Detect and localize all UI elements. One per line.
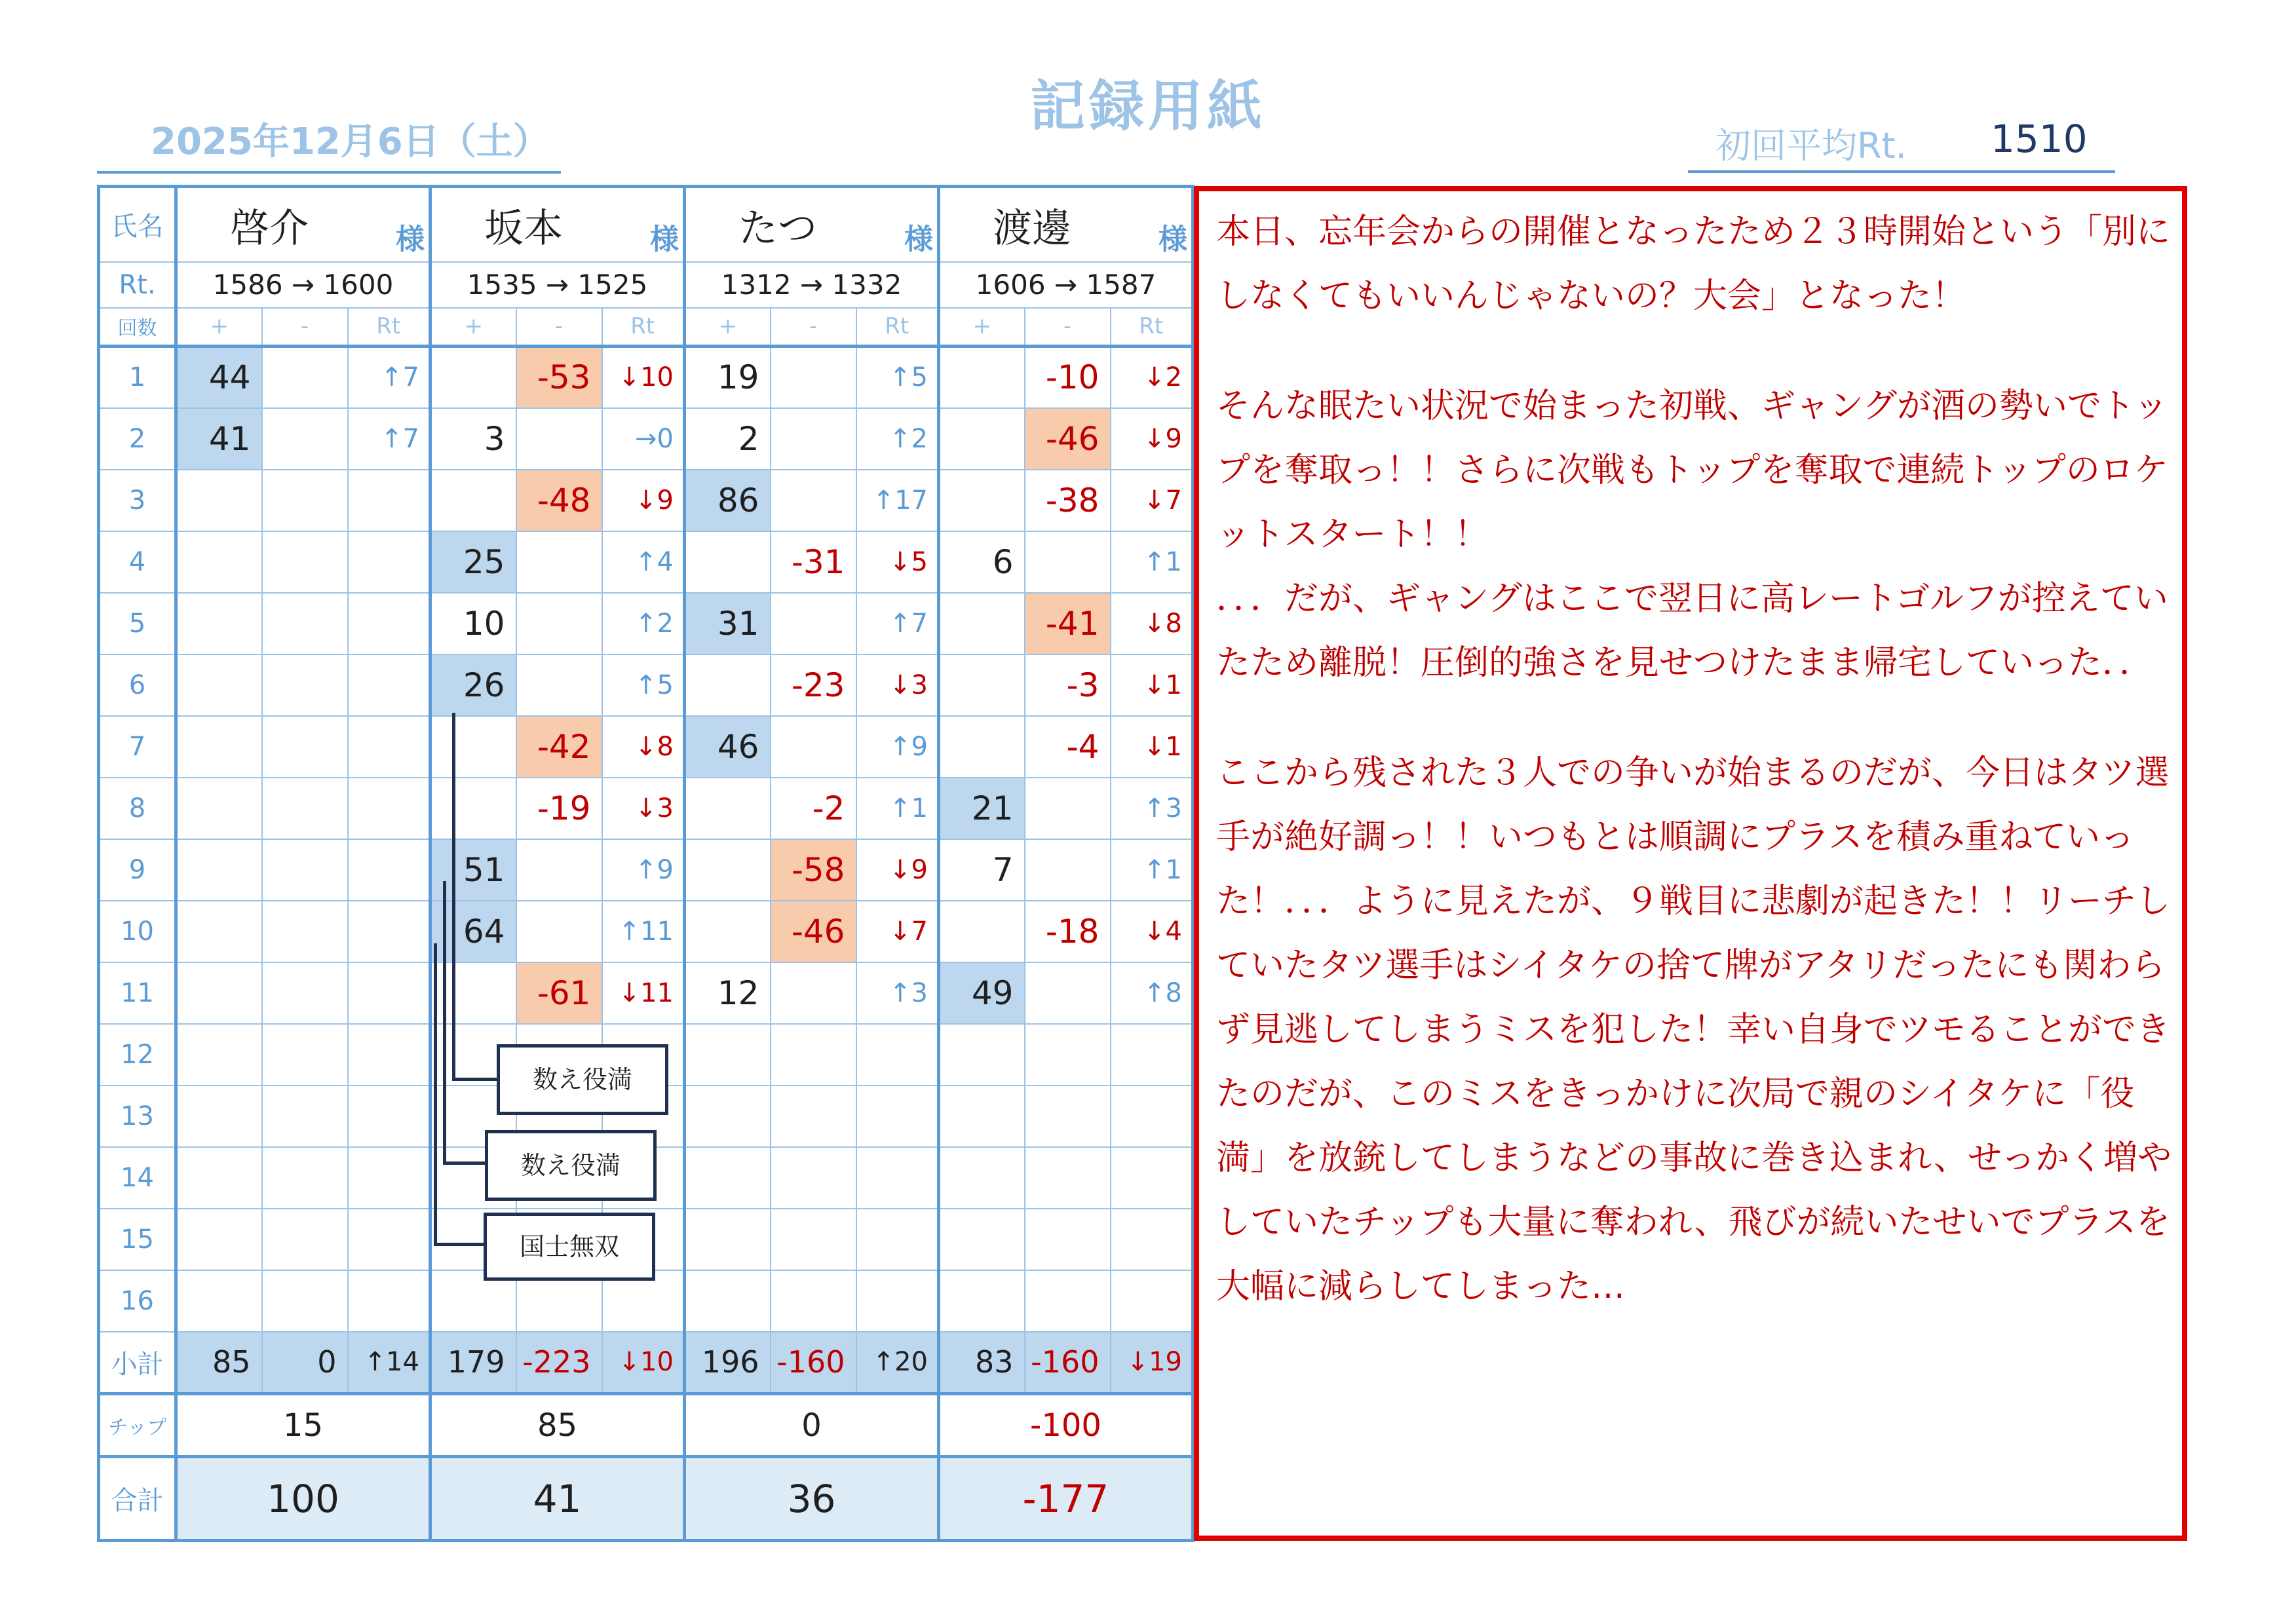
rating-change: ↑1: [1111, 531, 1193, 593]
plus-score: [176, 654, 262, 716]
rating-row: [99, 262, 1193, 308]
subtotal-minus: -160: [1025, 1332, 1111, 1394]
minus-score: [262, 593, 348, 654]
plus-score: 41: [176, 408, 262, 470]
minus-score: [771, 1086, 856, 1147]
minus-score: [262, 1209, 348, 1270]
total-row: [99, 1457, 1193, 1541]
minus-score: [1025, 839, 1111, 901]
minus-score: -41: [1025, 593, 1111, 654]
minus-score: [1025, 1086, 1111, 1147]
player-rating: 1586 → 1600: [176, 262, 430, 308]
name-label: 氏名: [99, 187, 176, 262]
minus-score: [262, 962, 348, 1024]
rating-change: ↓11: [602, 962, 685, 1024]
total-label: 合計: [99, 1457, 176, 1541]
date-label: 2025年12月6日（土）: [151, 121, 550, 163]
minus-score: -3: [1025, 654, 1111, 716]
callout-leader: [443, 881, 446, 1164]
minus-score: [771, 347, 856, 408]
callout-yakuman-1: 数え役満: [497, 1044, 668, 1115]
player-chip: 85: [430, 1394, 685, 1457]
plus-header: +: [176, 308, 262, 347]
minus-header: -: [771, 308, 856, 347]
plus-score: [939, 1147, 1025, 1209]
player-name: 坂本: [484, 206, 563, 252]
minus-score: [1025, 962, 1111, 1024]
game-row: [99, 347, 1193, 408]
minus-score: [262, 1147, 348, 1209]
minus-score: [771, 1270, 856, 1332]
callout-leader: [434, 943, 437, 1245]
rating-change: ↓8: [1111, 593, 1193, 654]
plus-score: 64: [430, 901, 516, 962]
minus-score: [771, 408, 856, 470]
plus-score: [939, 347, 1025, 408]
minus-score: [771, 962, 856, 1024]
rating-change: ↓3: [602, 778, 685, 839]
rating-change: [348, 1024, 430, 1086]
rating-change: ↓7: [856, 901, 939, 962]
rt-header: Rt: [348, 308, 430, 347]
rating-change: ↓2: [1111, 347, 1193, 408]
round-number: 11: [99, 962, 176, 1024]
plus-score: 12: [685, 962, 771, 1024]
rt-header: Rt: [856, 308, 939, 347]
subtotal-minus: -223: [516, 1332, 602, 1394]
player-name: たつ: [738, 206, 817, 252]
memo-paragraph-4: ここから残された３人での争いが始まるのだが、今日はタツ選手が絶好調っ！！いつもとは順調にプラスを積み重ねていった！．．．ように見えたが、９戦目に悲劇が起きた！！リーチしていたタツ選手はシイタケの捨て牌がアタリだったにも関わらず見逃してしまうミスを犯した！幸い自身でツモることができたのだが、このミスをきっかけに次局で親のシイタケに「役満」を放銃してしまうなどの事故に巻き込まれ、せっかく増やしていたチップも大量に奪われ、飛びが続いたせいでプラスを大幅に減らしてしまった…: [1216, 753, 2172, 1306]
game-row: [99, 470, 1193, 531]
player-rating: 1312 → 1332: [685, 262, 939, 308]
plus-score: 10: [430, 593, 516, 654]
rating-change: ↑1: [856, 778, 939, 839]
player-chip: 0: [685, 1394, 939, 1457]
plus-score: [430, 347, 516, 408]
honorific: 様: [396, 222, 425, 256]
minus-score: [262, 470, 348, 531]
subtotal-rating: ↓10: [602, 1332, 685, 1394]
rating-change: ↑1: [1111, 839, 1193, 901]
plus-score: 31: [685, 593, 771, 654]
player-name-cell: [176, 187, 430, 262]
plus-score: [176, 716, 262, 778]
minus-score: [262, 901, 348, 962]
chip-label: チップ: [99, 1394, 176, 1457]
minus-score: [1025, 1024, 1111, 1086]
round-number: 15: [99, 1209, 176, 1270]
minus-score: -48: [516, 470, 602, 531]
rating-change: [348, 839, 430, 901]
rating-change: [348, 962, 430, 1024]
plus-score: [176, 1147, 262, 1209]
rating-change: [348, 1086, 430, 1147]
subtotal-plus: 85: [176, 1332, 262, 1394]
player-total: -177: [939, 1457, 1193, 1541]
game-row: [99, 531, 1193, 593]
game-row: [99, 654, 1193, 716]
rating-change: [348, 716, 430, 778]
rating-change: ↓8: [602, 716, 685, 778]
minus-score: [262, 716, 348, 778]
plus-score: 6: [939, 531, 1025, 593]
memo-paragraph-2: そんな眠たい状況で始まった初戦、ギャングが酒の勢いでトップを奪取っ！！さらに次戦もトップを奪取で連続トップのロケットスタート！！: [1216, 387, 2168, 554]
minus-score: [516, 408, 602, 470]
rating-change: ↑2: [856, 408, 939, 470]
subtotal-plus: 179: [430, 1332, 516, 1394]
minus-score: [1025, 1147, 1111, 1209]
rating-change: [348, 778, 430, 839]
honorific: 様: [1158, 222, 1187, 256]
plus-score: [176, 901, 262, 962]
rating-change: ↓4: [1111, 901, 1193, 962]
subtotal-plus: 196: [685, 1332, 771, 1394]
plus-score: [176, 1270, 262, 1332]
rating-change: ↓3: [856, 654, 939, 716]
subtotal-minus: -160: [771, 1332, 856, 1394]
minus-score: [771, 1209, 856, 1270]
minus-header: -: [516, 308, 602, 347]
minus-score: -38: [1025, 470, 1111, 531]
subtotal-minus: 0: [262, 1332, 348, 1394]
minus-score: -61: [516, 962, 602, 1024]
plus-score: 51: [430, 839, 516, 901]
rating-change: [856, 1024, 939, 1086]
round-number: 8: [99, 778, 176, 839]
plus-score: [685, 1147, 771, 1209]
rating-change: ↑7: [348, 408, 430, 470]
player-rating: 1606 → 1587: [939, 262, 1193, 308]
plus-score: 49: [939, 962, 1025, 1024]
minus-score: [516, 839, 602, 901]
player-chip: 15: [176, 1394, 430, 1457]
minus-score: -19: [516, 778, 602, 839]
average-underline: [1688, 170, 2115, 173]
rating-change: [348, 531, 430, 593]
honorific: 様: [650, 222, 679, 256]
rating-change: ↓9: [602, 470, 685, 531]
minus-score: -23: [771, 654, 856, 716]
plus-score: 86: [685, 470, 771, 531]
memo-paragraph-3: ．．．だが、ギャングはここで翌日に高レートゴルフが控えていたため離脱！圧倒的強さを見せつけたまま帰宅していった．．: [1216, 579, 2168, 683]
round-number: 3: [99, 470, 176, 531]
plus-score: [685, 654, 771, 716]
rating-change: ↓9: [856, 839, 939, 901]
plus-score: [939, 654, 1025, 716]
plus-score: [939, 1270, 1025, 1332]
plus-score: 7: [939, 839, 1025, 901]
plus-score: [430, 716, 516, 778]
game-row: [99, 593, 1193, 654]
plus-score: [939, 1086, 1025, 1147]
initial-average-label: 初回平均Rt.: [1715, 125, 1907, 166]
minus-score: -53: [516, 347, 602, 408]
game-row: [99, 962, 1193, 1024]
minus-score: [516, 901, 602, 962]
minus-score: -4: [1025, 716, 1111, 778]
rating-change: ↑5: [602, 654, 685, 716]
memo-text: [1216, 200, 2173, 1319]
player-name: 渡邊: [993, 206, 1071, 252]
subtotal-rating: ↑20: [856, 1332, 939, 1394]
round-number: 10: [99, 901, 176, 962]
rating-change: ↑3: [856, 962, 939, 1024]
plus-score: [176, 531, 262, 593]
minus-score: [262, 531, 348, 593]
rating-change: [348, 1147, 430, 1209]
rating-change: [1111, 1086, 1193, 1147]
column-header-row: [99, 308, 1193, 347]
chip-row: [99, 1394, 1193, 1457]
game-row: [99, 901, 1193, 962]
rating-change: ↑8: [1111, 962, 1193, 1024]
rating-change: [1111, 1209, 1193, 1270]
subtotal-rating: ↑14: [348, 1332, 430, 1394]
plus-score: [430, 778, 516, 839]
page-title: 記録用紙: [1029, 74, 1266, 138]
initial-average-value: 1510: [1991, 117, 2088, 161]
minus-header: -: [1025, 308, 1111, 347]
rating-change: ↑4: [602, 531, 685, 593]
game-row: [99, 716, 1193, 778]
callout-kokushi: 国士無双: [484, 1213, 655, 1281]
minus-header: -: [262, 308, 348, 347]
plus-score: [939, 1024, 1025, 1086]
plus-score: 3: [430, 408, 516, 470]
subtotal-rating: ↓19: [1111, 1332, 1193, 1394]
minus-score: [771, 1024, 856, 1086]
rt-header: Rt: [602, 308, 685, 347]
round-number: 12: [99, 1024, 176, 1086]
honorific: 様: [904, 222, 933, 256]
round-number: 7: [99, 716, 176, 778]
game-row: [99, 778, 1193, 839]
game-row: [99, 839, 1193, 901]
plus-score: [685, 531, 771, 593]
minus-score: -2: [771, 778, 856, 839]
plus-score: [685, 1086, 771, 1147]
plus-score: [176, 962, 262, 1024]
rating-change: ↑11: [602, 901, 685, 962]
plus-score: [685, 778, 771, 839]
player-rating: 1535 → 1525: [430, 262, 685, 308]
minus-score: [262, 654, 348, 716]
rating-change: ↓9: [1111, 408, 1193, 470]
rating-change: [856, 1209, 939, 1270]
callout-leader: [452, 1078, 498, 1081]
plus-score: [685, 1270, 771, 1332]
plus-score: [685, 1024, 771, 1086]
minus-score: [516, 531, 602, 593]
plus-score: [939, 716, 1025, 778]
rating-change: ↑9: [856, 716, 939, 778]
minus-score: -58: [771, 839, 856, 901]
rt-header: Rt: [1111, 308, 1193, 347]
subtotal-row: [99, 1332, 1193, 1394]
minus-score: [1025, 778, 1111, 839]
rating-label: Rt.: [99, 262, 176, 308]
plus-score: [176, 839, 262, 901]
minus-score: [771, 593, 856, 654]
rating-change: [1111, 1147, 1193, 1209]
rating-change: ↑17: [856, 470, 939, 531]
round-number: 9: [99, 839, 176, 901]
round-number: 1: [99, 347, 176, 408]
rating-change: ↓10: [602, 347, 685, 408]
plus-score: [685, 839, 771, 901]
minus-score: -18: [1025, 901, 1111, 962]
rating-change: ↓7: [1111, 470, 1193, 531]
player-name-cell: [430, 187, 685, 262]
plus-score: 21: [939, 778, 1025, 839]
plus-score: 2: [685, 408, 771, 470]
plus-score: 19: [685, 347, 771, 408]
plus-score: [939, 1209, 1025, 1270]
plus-score: 44: [176, 347, 262, 408]
plus-score: [685, 901, 771, 962]
callout-leader: [452, 713, 455, 1081]
minus-score: [516, 593, 602, 654]
plus-score: [939, 593, 1025, 654]
rating-change: ↓5: [856, 531, 939, 593]
rating-change: [348, 1270, 430, 1332]
plus-score: [176, 1024, 262, 1086]
score-table: [97, 185, 1195, 1542]
round-number: 5: [99, 593, 176, 654]
minus-score: [262, 1024, 348, 1086]
minus-score: [771, 470, 856, 531]
rating-change: [348, 1209, 430, 1270]
minus-score: -31: [771, 531, 856, 593]
plus-score: [939, 408, 1025, 470]
round-number: 4: [99, 531, 176, 593]
minus-score: -42: [516, 716, 602, 778]
minus-score: -46: [771, 901, 856, 962]
game-row: [99, 408, 1193, 470]
round-number: 13: [99, 1086, 176, 1147]
rating-change: ↑2: [602, 593, 685, 654]
rating-change: [348, 654, 430, 716]
plus-score: 46: [685, 716, 771, 778]
name-row: [99, 187, 1193, 262]
player-name: 啓介: [230, 206, 309, 252]
minus-score: [1025, 1209, 1111, 1270]
minus-score: [1025, 531, 1111, 593]
rating-change: [856, 1270, 939, 1332]
plus-score: [176, 1086, 262, 1147]
callout-leader: [443, 1161, 486, 1165]
minus-score: [1025, 1270, 1111, 1332]
rating-change: [1111, 1024, 1193, 1086]
plus-score: [176, 1209, 262, 1270]
plus-header: +: [430, 308, 516, 347]
minus-score: [771, 1147, 856, 1209]
date-underline: [97, 171, 561, 174]
plus-header: +: [685, 308, 771, 347]
minus-score: [262, 1270, 348, 1332]
player-name-cell: [685, 187, 939, 262]
round-number: 6: [99, 654, 176, 716]
player-name-cell: [939, 187, 1193, 262]
rating-change: [348, 901, 430, 962]
minus-score: [262, 839, 348, 901]
subtotal-plus: 83: [939, 1332, 1025, 1394]
plus-score: 25: [430, 531, 516, 593]
plus-score: [939, 470, 1025, 531]
minus-score: [771, 716, 856, 778]
rating-change: →0: [602, 408, 685, 470]
round-number: 2: [99, 408, 176, 470]
minus-score: [262, 778, 348, 839]
rating-change: ↑5: [856, 347, 939, 408]
minus-score: [262, 347, 348, 408]
plus-score: [685, 1209, 771, 1270]
round-number: 16: [99, 1270, 176, 1332]
rating-change: ↑9: [602, 839, 685, 901]
player-chip: -100: [939, 1394, 1193, 1457]
subtotal-label: 小計: [99, 1332, 176, 1394]
rating-change: ↑7: [856, 593, 939, 654]
rating-change: ↓1: [1111, 654, 1193, 716]
rating-change: [348, 593, 430, 654]
plus-score: 26: [430, 654, 516, 716]
player-total: 41: [430, 1457, 685, 1541]
plus-score: [176, 470, 262, 531]
rating-change: ↓1: [1111, 716, 1193, 778]
plus-score: [939, 901, 1025, 962]
minus-score: -46: [1025, 408, 1111, 470]
rating-change: [856, 1147, 939, 1209]
rating-change: [1111, 1270, 1193, 1332]
plus-score: [430, 470, 516, 531]
callout-yakuman-2: 数え役満: [485, 1130, 657, 1201]
plus-score: [176, 593, 262, 654]
memo-paragraph-1: 本日、忘年会からの開催となったため２３時開始という「別にしなくてもいいんじゃないの？大会」となった！: [1216, 212, 2171, 316]
minus-score: [262, 408, 348, 470]
plus-score: [176, 778, 262, 839]
rating-change: [856, 1086, 939, 1147]
rating-change: [348, 470, 430, 531]
minus-score: -10: [1025, 347, 1111, 408]
player-total: 100: [176, 1457, 430, 1541]
rating-change: ↑3: [1111, 778, 1193, 839]
callout-leader: [434, 1243, 485, 1246]
plus-header: +: [939, 308, 1025, 347]
round-label: 回数: [99, 308, 176, 347]
player-total: 36: [685, 1457, 939, 1541]
minus-score: [516, 654, 602, 716]
round-number: 14: [99, 1147, 176, 1209]
rating-change: ↑7: [348, 347, 430, 408]
minus-score: [262, 1086, 348, 1147]
